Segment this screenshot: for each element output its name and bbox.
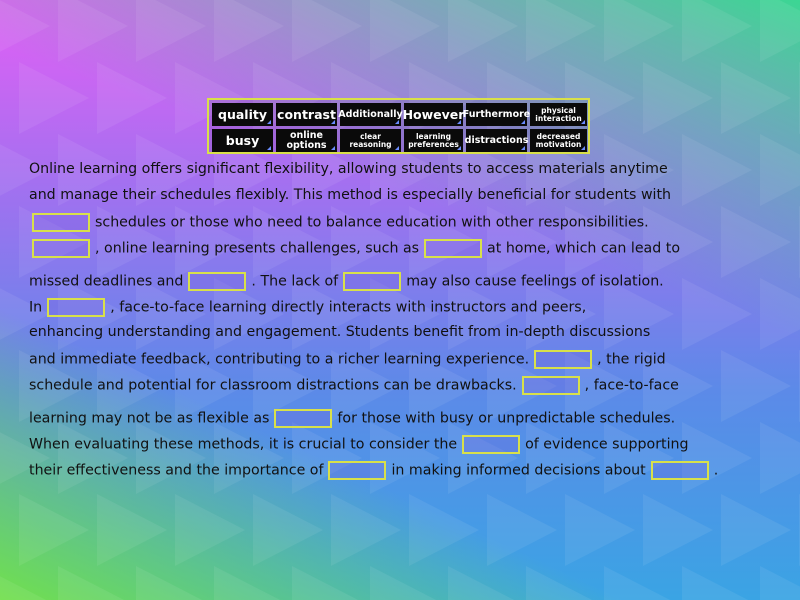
- background-triangle: [370, 422, 440, 494]
- background-triangle: [487, 494, 557, 566]
- drop-blank-11[interactable]: [328, 461, 386, 480]
- background-triangle: [682, 278, 752, 350]
- background-triangle: [292, 422, 362, 494]
- background-triangle: [526, 0, 596, 62]
- background-triangle: [19, 494, 89, 566]
- passage-text: In: [29, 299, 43, 316]
- background-triangle: [721, 494, 791, 566]
- passage-text: at home, which can lead to: [487, 240, 681, 257]
- background-triangle: [136, 422, 206, 494]
- passage-text: , the rigid: [597, 351, 666, 368]
- background-triangle: [448, 566, 518, 600]
- background-triangle: [448, 0, 518, 62]
- background-triangle: [175, 494, 245, 566]
- passage-text: , online learning presents challenges, such as: [95, 240, 420, 257]
- passage-text: missed deadlines and: [29, 273, 184, 290]
- passage-text: and manage their schedules flexibly. This method is especially beneficial for students with: [29, 187, 672, 203]
- passage-text: Online learning offers significant flexibility, allowing students to access materials anytime: [29, 161, 668, 177]
- background-triangle: [0, 422, 50, 494]
- background-triangle: [643, 62, 713, 134]
- passage-text: , face-to-face: [584, 377, 679, 394]
- background-triangle: [526, 566, 596, 600]
- passage-line: [29, 435, 689, 454]
- passage-line: [29, 376, 679, 395]
- passage-text: .: [713, 462, 719, 479]
- word-tile-clear-reasoning[interactable]: clear reasoning: [340, 129, 401, 152]
- word-tile-online-options[interactable]: online options: [276, 129, 337, 152]
- background-triangle: [760, 278, 800, 350]
- background-triangle: [97, 62, 167, 134]
- background-triangle: [19, 62, 89, 134]
- background-triangle: [760, 566, 800, 600]
- background-triangle: [214, 422, 284, 494]
- passage-text: for those with busy or unpredictable schedules.: [337, 410, 676, 427]
- word-tile-additionally[interactable]: Additionally: [340, 103, 401, 126]
- passage-line: [29, 461, 718, 480]
- passage-line: [29, 324, 650, 340]
- background-triangle: [136, 0, 206, 62]
- passage-text: in making informed decisions about: [391, 462, 646, 479]
- background-triangle: [214, 566, 284, 600]
- passage-line: [29, 409, 675, 428]
- drop-blank-10[interactable]: [462, 435, 520, 454]
- background-triangle: [682, 134, 752, 206]
- passage-text: schedule and potential for classroom distractions can be drawbacks.: [29, 377, 517, 394]
- word-tile-contrast[interactable]: contrast: [276, 103, 337, 126]
- background-triangle: [58, 0, 128, 62]
- background-triangle: [760, 0, 800, 62]
- word-tile-distractions[interactable]: distractions: [466, 129, 527, 152]
- background-triangle: [721, 206, 791, 278]
- drop-blank-8[interactable]: [522, 376, 580, 395]
- passage-line: [29, 239, 680, 258]
- background-triangle: [370, 0, 440, 62]
- background-triangle: [682, 0, 752, 62]
- background-triangle: [136, 566, 206, 600]
- passage-text: . The lack of: [251, 273, 339, 290]
- drop-blank-5[interactable]: [343, 272, 401, 291]
- background-triangle: [760, 134, 800, 206]
- background-triangle: [721, 62, 791, 134]
- background-triangle: [682, 422, 752, 494]
- background-triangle: [292, 0, 362, 62]
- drop-blank-6[interactable]: [47, 298, 105, 317]
- drop-blank-7[interactable]: [534, 350, 592, 369]
- drop-blank-2[interactable]: [32, 239, 90, 258]
- drop-blank-4[interactable]: [188, 272, 246, 291]
- background-triangle: [370, 566, 440, 600]
- word-tile-furthermore[interactable]: Furthermore: [466, 103, 527, 126]
- background-triangle: [682, 566, 752, 600]
- background-triangle: [0, 0, 50, 62]
- background-triangle: [0, 566, 50, 600]
- word-tile-physical-interaction[interactable]: physical interaction: [530, 103, 587, 126]
- word-tile-decreased-motivation[interactable]: decreased motivation: [530, 129, 587, 152]
- background-triangle: [409, 494, 479, 566]
- background-triangle: [292, 566, 362, 600]
- passage-text: schedules or those who need to balance education with other responsibilities.: [95, 214, 649, 231]
- passage-text: , face-to-face learning directly interacts with instructors and peers,: [110, 299, 587, 316]
- passage-line: [29, 272, 664, 291]
- background-triangle: [760, 422, 800, 494]
- word-tile-busy[interactable]: busy: [212, 129, 273, 152]
- background-triangle: [331, 494, 401, 566]
- background-triangle: [604, 422, 674, 494]
- passage-text: their effectiveness and the importance of: [29, 462, 324, 479]
- background-triangle: [58, 566, 128, 600]
- passage-line: [29, 161, 668, 177]
- passage-text: enhancing understanding and engagement. Students benefit from in-depth discussions: [29, 324, 651, 340]
- background-triangle: [253, 494, 323, 566]
- background-triangle: [643, 494, 713, 566]
- background-triangle: [604, 0, 674, 62]
- passage-text: may also cause feelings of isolation.: [406, 273, 664, 290]
- background-triangle: [721, 350, 791, 422]
- background-triangle: [97, 494, 167, 566]
- background-triangle: [604, 566, 674, 600]
- drop-blank-1[interactable]: [32, 213, 90, 232]
- passage-text: of evidence supporting: [525, 436, 689, 453]
- passage-text: learning may not be as flexible as: [29, 410, 270, 427]
- passage-line: [29, 298, 586, 317]
- background-triangle: [526, 422, 596, 494]
- passage-line: [29, 213, 649, 232]
- word-tile-quality[interactable]: quality: [212, 103, 273, 126]
- passage-line: [29, 187, 671, 203]
- drop-blank-3[interactable]: [424, 239, 482, 258]
- drop-blank-12[interactable]: [651, 461, 709, 480]
- passage-text: When evaluating these methods, it is crucial to consider the: [29, 436, 458, 453]
- word-tile-learning-preferences[interactable]: learning preferences: [404, 129, 463, 152]
- drop-blank-9[interactable]: [274, 409, 332, 428]
- background-triangle: [58, 422, 128, 494]
- word-bank: [207, 98, 590, 154]
- background-triangle: [448, 422, 518, 494]
- background-triangle: [565, 494, 635, 566]
- passage-line: [29, 350, 666, 369]
- background-triangle: [214, 0, 284, 62]
- word-tile-however[interactable]: However: [404, 103, 463, 126]
- passage-text: and immediate feedback, contributing to a richer learning experience.: [29, 351, 530, 368]
